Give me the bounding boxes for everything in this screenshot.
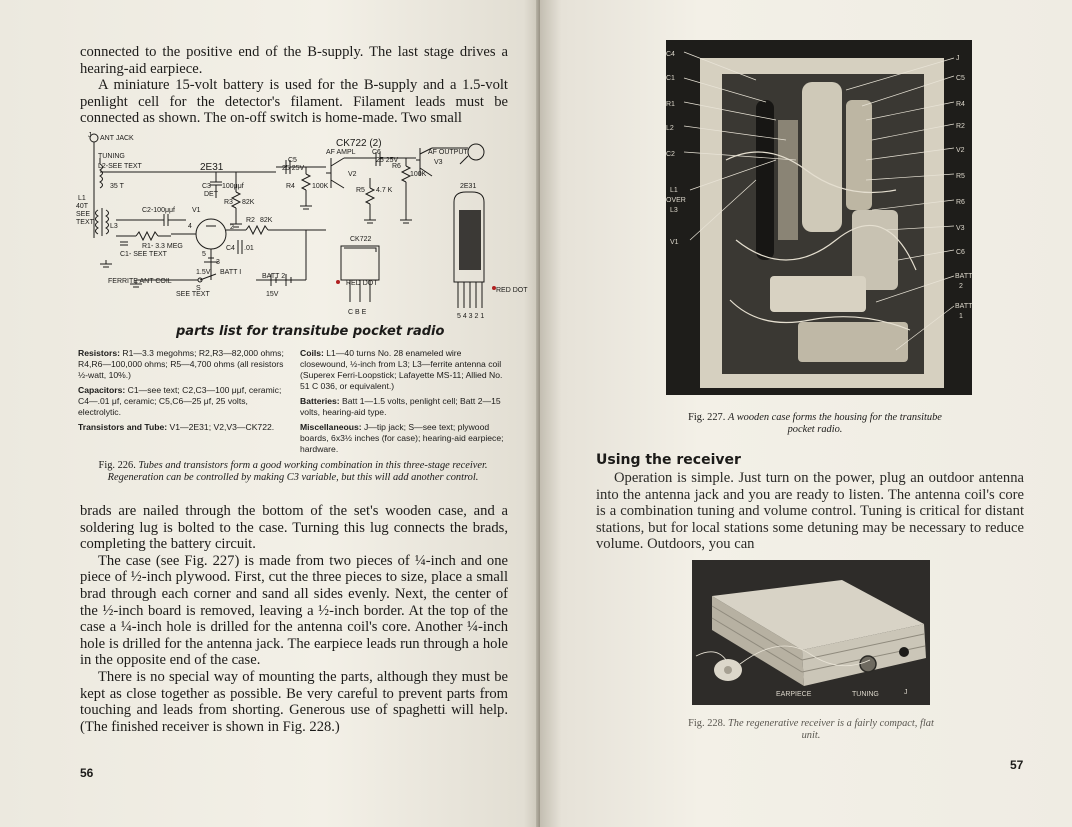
paragraph: There is no special way of mounting the parts, although they must be kept as close together as possible. Be very careful to prevent parts from touching and leads from shorting. Generous use of spaghetti will help. (The finished receiver is shown in Fig. 228.) — [80, 668, 508, 735]
schematic-diagram — [76, 130, 528, 320]
fig-228-photo — [692, 560, 930, 705]
schem-label-text: TEXT — [76, 219, 94, 226]
schem-label-c5: C5 — [288, 157, 297, 164]
schem-label-af-output: AF OUTPUT — [428, 149, 468, 156]
fig227-label-2: 2 — [959, 283, 963, 290]
schem-label-15v: 15V — [266, 291, 279, 298]
schem-label-c3: C3 — [202, 183, 211, 190]
paragraph: brads are nailed through the bottom of the set's wooden case, and a soldering lug is bolted to the case. Turning this lug connects the brads, completing the battery circuit. — [80, 503, 508, 553]
fig227-label-r6: R6 — [956, 199, 965, 206]
parts-entry: Coils: L1—40 turns No. 28 enameled wire closewound, ½-inch from L3; L3—ferrite antenna coil (Superex Ferri-Loopstick; Lafayette MS-11; Allied No. 51 C 036, or equivalent.) — [300, 348, 503, 391]
schem-label-pin-3: 3 — [216, 259, 220, 266]
parts-entry: Transistors and Tube: V1—2E31; V2,V3—CK722. — [78, 422, 275, 432]
schem-label-r3-val: 82K — [242, 199, 255, 206]
schem-label-c2: C2-100μμf — [142, 207, 175, 214]
schem-label-pin-5: 5 — [202, 251, 206, 258]
schem-label-c4-val: .01 — [244, 245, 254, 252]
schem-label-s: S — [196, 285, 201, 292]
schem-label-v3: V3 — [434, 159, 443, 166]
schem-label-l1: L1 — [78, 195, 86, 202]
section-heading: Using the receiver — [596, 452, 741, 468]
schem-label-batt1: BATT I — [220, 269, 242, 276]
fig227-label-r1: R1 — [666, 101, 675, 108]
schem-label-pin-2: 2 — [230, 224, 234, 231]
schem-label-j: J — [88, 132, 92, 139]
fig-227-caption: Fig. 227. A wooden case forms the housing for the transitube pocket radio. — [688, 412, 942, 435]
paragraph: The case (see Fig. 227) is made from two pieces of ¼-inch and one piece of ½-inch plywood. First, cut the three pieces to size, place a small brad through each corner and sand all sides evenly. Next, the center of the ½-inch board is removed, leaving a ½-inch border. At the top of the case a ¼-inch hole is drilled for the antenna coil's core. Another ¼-inch hole is drilled for the antenna jack. The earpiece leads run through a hole in the opposite end of the case. — [80, 552, 508, 669]
fig228-label-earpiece: EARPIECE — [776, 691, 812, 698]
right-text — [596, 470, 1024, 553]
fig227-label-j: J — [956, 55, 960, 62]
schem-label-pins: 5 4 3 2 1 — [457, 313, 485, 320]
schem-label-r4-val: 100K — [312, 183, 329, 190]
fig228-label-tuning: TUNING — [852, 691, 879, 698]
left-text-top — [80, 44, 508, 127]
fig227-label-c4: C4 — [666, 51, 675, 58]
schem-label-det: DET — [204, 191, 218, 198]
page-number: 56 — [80, 766, 94, 780]
schem-label-v1: V1 — [192, 207, 201, 214]
schem-label-s-see: SEE TEXT — [176, 291, 210, 298]
schem-label-tuning: TUNING — [98, 153, 125, 160]
fig227-label-over: OVER — [666, 197, 686, 204]
page-number: 57 — [1010, 758, 1024, 772]
parts-entry: Resistors: R1—3.3 megohms; R2,R3—82,000 ohms; R4,R6—100,000 ohms; R5—4,700 ohms (all resistors ½-watt, 10%.) — [78, 348, 284, 380]
left-text-bottom — [80, 503, 508, 735]
schem-label-r1: R1- 3.3 MEG — [142, 243, 183, 250]
schem-label-c1: C1- SEE TEXT — [120, 251, 167, 258]
schem-label-ck722: CK722 — [350, 236, 372, 243]
parts-entry: Capacitors: C1—see text; C2,C3—100 μμf, ceramic; C4—.01 μf, ceramic; C5,C6—25 μf, 25 volts, electrolytic. — [78, 385, 282, 417]
schem-label-r6: R6 — [392, 163, 401, 170]
parts-entry: Batteries: Batt 1—1.5 volts, penlight cell; Batt 2—15 volts, hearing-aid type. — [300, 396, 501, 417]
paragraph: A miniature 15-volt battery is used for the B-supply and a 1.5-volt penlight cell for the detector's filament. Filament leads must be connected as shown. The on-off switch is home-made. Two small — [80, 77, 508, 127]
schem-label-c6: C6 — [372, 149, 381, 156]
fig-228-caption: Fig. 228. The regenerative receiver is a fairly compact, flat unit. — [688, 718, 934, 741]
parts-list-left — [78, 348, 288, 437]
schem-label-ck722-2: CK722 (2) — [336, 138, 382, 149]
schem-label-cbe: C B E — [348, 309, 367, 316]
fig227-label-c5: C5 — [956, 75, 965, 82]
fig227-label-1: 1 — [959, 313, 963, 320]
schem-label-c3-val: 100μμf — [222, 183, 244, 190]
schem-label-1-5v: 1.5V — [196, 269, 211, 276]
paragraph: Operation is simple. Just turn on the power, plug an outdoor antenna into the antenna jack and you are ready to listen. The antenna coil's core is a combination tuning and volume control. Tuning is critical for distant stations, but for local stations some detuning may be necessary to reduce volume. Outdoors, you can — [596, 470, 1024, 553]
schem-label-r2: R2 — [246, 217, 255, 224]
parts-entry: Miscellaneous: J—tip jack; S—see text; plywood boards, 6x3½ inches (for case); hearing-aid earpiece; hardware. — [300, 422, 504, 454]
fig227-label-v1: V1 — [670, 239, 679, 246]
parts-list-right — [300, 348, 508, 459]
fig227-label-v2: V2 — [956, 147, 965, 154]
schem-label-r2-val: 82K — [260, 217, 273, 224]
fig228-label-j: J — [904, 689, 908, 696]
schem-label-r3: R3 — [224, 199, 233, 206]
schem-label-35t: 35 T — [110, 183, 124, 190]
fig-227-photo — [666, 40, 972, 395]
schem-label-l2: L2-SEE TEXT — [98, 163, 142, 170]
paragraph: connected to the positive end of the B-supply. The last stage drives a hearing-aid earpiece. — [80, 44, 508, 77]
fig227-label-r4: R4 — [956, 101, 965, 108]
fig227-label-c2: C2 — [666, 151, 675, 158]
schem-label-r5: R5 — [356, 187, 365, 194]
parts-list-title: parts list for transitube pocket radio — [176, 324, 445, 339]
schem-label-l3: L3 — [110, 223, 118, 230]
schem-label-red-dot-2: RED DOT — [496, 287, 528, 294]
schem-label-2e31-tube: 2E31 — [460, 183, 477, 190]
fig227-label-c1: C1 — [666, 75, 675, 82]
fig227-label-r2: R2 — [956, 123, 965, 130]
schem-label-batt2: BATT 2 — [262, 273, 286, 280]
fig227-label-batt: BATT — [955, 273, 973, 280]
fig227-label-v3: V3 — [956, 225, 965, 232]
schem-label-2e31: 2E31 — [200, 162, 224, 173]
fig227-label-r5: R5 — [956, 173, 965, 180]
schem-label-ferrite: FERRITE ANT COIL — [108, 278, 172, 285]
fig-226-caption: Fig. 226. Tubes and transistors form a good working combination in this three-stage receiver. Regeneration can be controlled by making C3 variable, but this will add another control. — [98, 460, 488, 483]
schem-label-r6-val: 100K — [410, 171, 427, 178]
fig227-label-l2: L2 — [666, 125, 674, 132]
schem-label-c5-val: 25 25V — [282, 165, 305, 172]
schem-label-pin-4: 4 — [188, 223, 192, 230]
schem-label-v2: V2 — [348, 171, 357, 178]
schem-label-red-dot: RED DOT — [346, 280, 378, 287]
fig227-label-batt: BATT — [955, 303, 973, 310]
schem-label-40t: 40T — [76, 203, 89, 210]
schem-label-c6-val: 25 25V — [376, 157, 399, 164]
schem-label-see: SEE — [76, 211, 91, 218]
schem-label-c4: C4 — [226, 245, 235, 252]
right-page — [540, 0, 1072, 827]
fig227-label-l1: L1 — [670, 187, 678, 194]
fig227-label-l3: L3 — [670, 207, 678, 214]
schem-label-af-ampl: AF AMPL — [326, 149, 356, 156]
schem-label-ant-jack: ANT JACK — [100, 135, 134, 142]
schem-label-r5-val: 4.7 K — [376, 187, 393, 194]
fig227-label-c6: C6 — [956, 249, 965, 256]
schem-label-r4: R4 — [286, 183, 295, 190]
